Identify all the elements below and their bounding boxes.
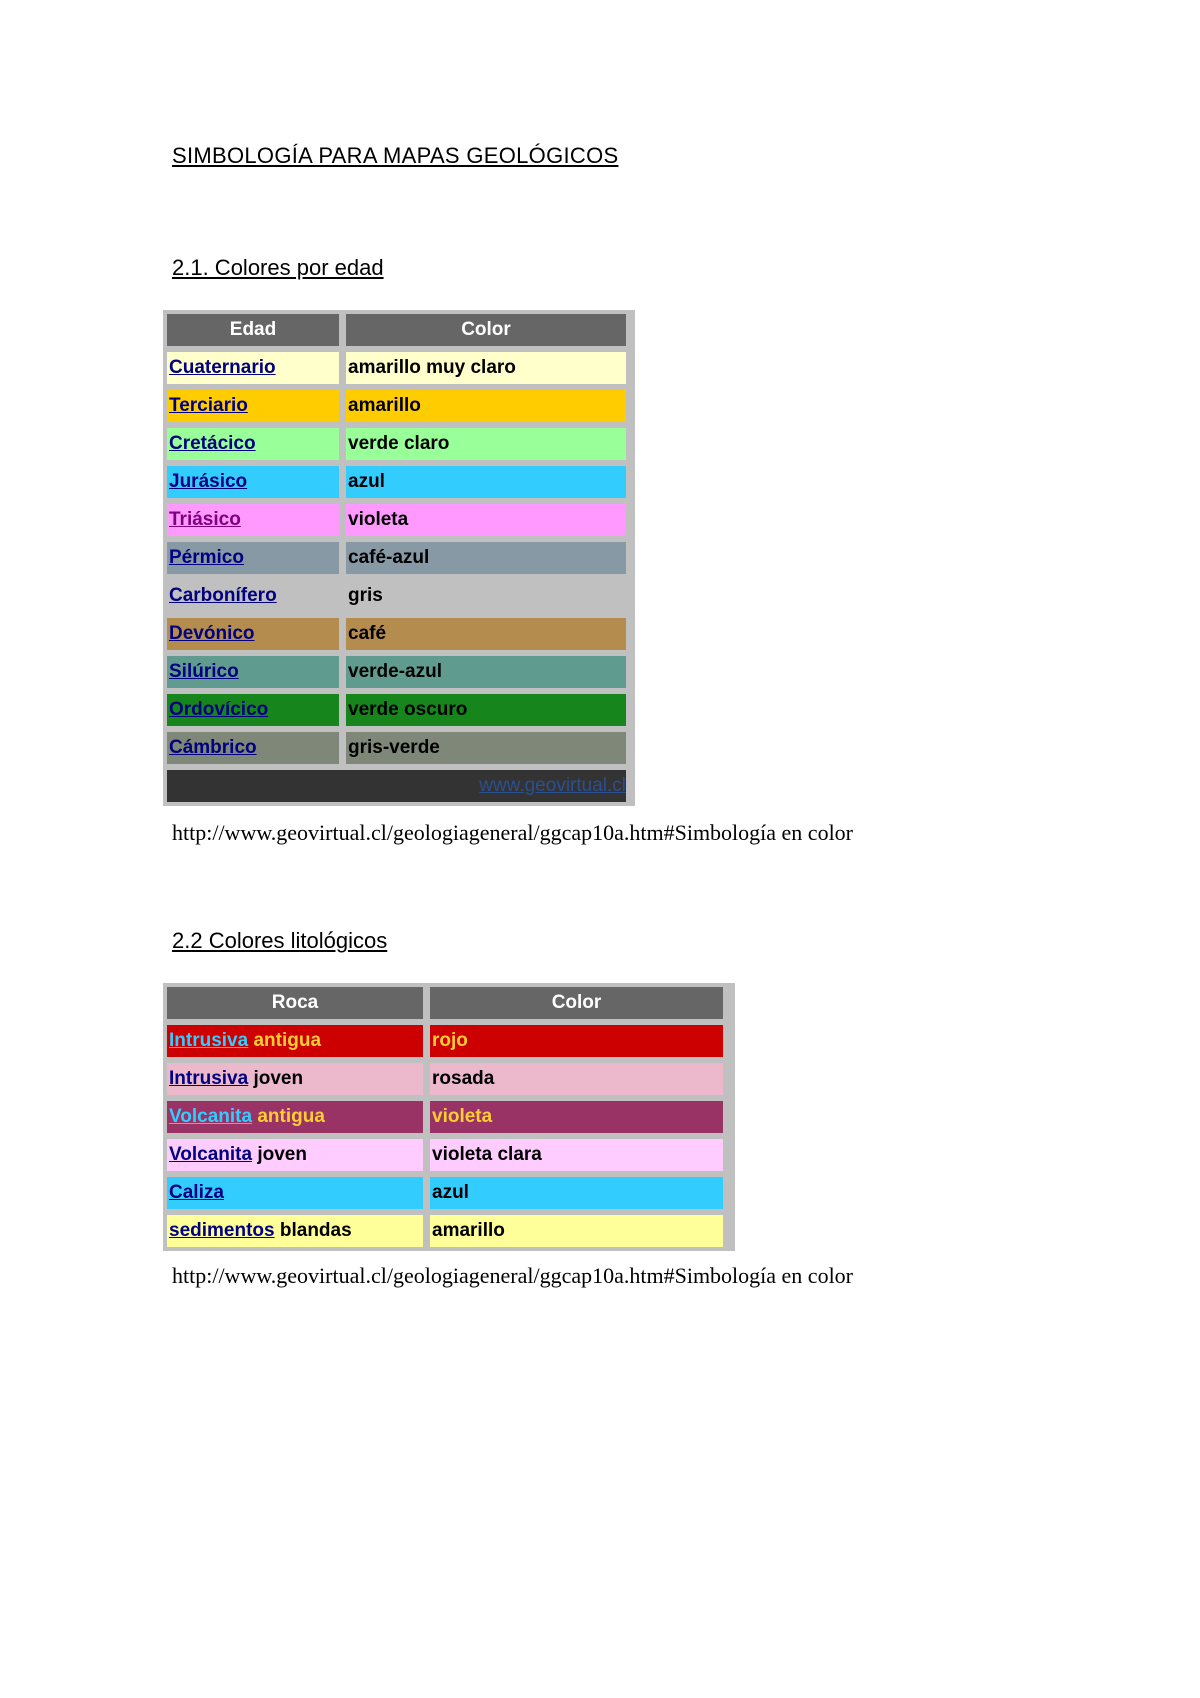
age-cell xyxy=(167,428,339,460)
rock-cell xyxy=(167,1025,423,1057)
source-url: http://www.geovirtual.cl/geologiageneral/ggcap10a.htm#Simbología en color xyxy=(172,820,854,845)
age-color-table xyxy=(163,310,635,806)
rock-qualifier: blandas xyxy=(274,1220,352,1241)
age-color-grid xyxy=(167,314,631,802)
age-cell xyxy=(167,542,339,574)
age-cell xyxy=(167,352,339,384)
color-name-cell: verde-azul xyxy=(346,656,626,688)
rock-color-grid xyxy=(167,987,731,1247)
column-header-roca: Roca xyxy=(167,987,423,1019)
age-cell xyxy=(167,504,339,536)
rock-cell xyxy=(167,1063,423,1095)
color-name-cell: rojo xyxy=(430,1025,723,1057)
color-name-cell: azul xyxy=(430,1177,723,1209)
age-link[interactable]: Devónico xyxy=(169,623,255,644)
color-name-cell: amarillo xyxy=(346,390,626,422)
age-link[interactable]: Cámbrico xyxy=(169,737,257,758)
age-cell xyxy=(167,580,339,612)
page-title: SIMBOLOGÍA PARA MAPAS GEOLÓGICOS xyxy=(172,143,619,168)
age-cell xyxy=(167,694,339,726)
rock-link[interactable]: Volcanita xyxy=(169,1144,253,1165)
age-cell xyxy=(167,466,339,498)
age-link[interactable]: Triásico xyxy=(169,509,241,530)
color-name-cell: café xyxy=(346,618,626,650)
geovirtual-link[interactable]: www.geovirtual.cl xyxy=(479,775,626,796)
color-name-cell: gris xyxy=(346,580,626,612)
color-name-cell: café-azul xyxy=(346,542,626,574)
color-name-cell: amarillo xyxy=(430,1215,723,1247)
age-link[interactable]: Terciario xyxy=(169,395,248,416)
rock-cell xyxy=(167,1215,423,1247)
table-footer xyxy=(167,770,626,802)
age-cell xyxy=(167,656,339,688)
age-link[interactable]: Jurásico xyxy=(169,471,248,492)
rock-cell xyxy=(167,1139,423,1171)
column-header-edad: Edad xyxy=(167,314,339,346)
age-cell xyxy=(167,732,339,764)
source-url: http://www.geovirtual.cl/geologiageneral/ggcap10a.htm#Simbología en color xyxy=(172,1263,854,1288)
rock-qualifier: antigua xyxy=(252,1106,325,1127)
color-name-cell: verde oscuro xyxy=(346,694,626,726)
age-link[interactable]: Cuaternario xyxy=(169,357,276,378)
color-name-cell: amarillo muy claro xyxy=(346,352,626,384)
rock-link[interactable]: sedimentos xyxy=(169,1220,275,1241)
rock-qualifier: joven xyxy=(252,1144,307,1165)
age-cell xyxy=(167,390,339,422)
rock-cell xyxy=(167,1177,423,1209)
age-link[interactable]: Cretácico xyxy=(169,433,256,454)
color-name-cell: violeta clara xyxy=(430,1139,723,1171)
rock-cell xyxy=(167,1101,423,1133)
age-link[interactable]: Pérmico xyxy=(169,547,244,568)
age-link[interactable]: Silúrico xyxy=(169,661,239,682)
age-link[interactable]: Ordovícico xyxy=(169,699,269,720)
color-name-cell: rosada xyxy=(430,1063,723,1095)
section-heading-colores-por-edad: 2.1. Colores por edad xyxy=(172,255,384,280)
rock-color-table xyxy=(163,983,735,1251)
rock-qualifier: joven xyxy=(248,1068,304,1089)
rock-link[interactable]: Intrusiva xyxy=(169,1068,249,1089)
color-name-cell: verde claro xyxy=(346,428,626,460)
column-header-color: Color xyxy=(346,314,626,346)
rock-link[interactable]: Caliza xyxy=(169,1182,224,1203)
column-header-color: Color xyxy=(430,987,723,1019)
color-name-cell: azul xyxy=(346,466,626,498)
section-heading-colores-litologicos: 2.2 Colores litológicos xyxy=(172,928,388,953)
color-name-cell: gris-verde xyxy=(346,732,626,764)
age-cell xyxy=(167,618,339,650)
age-link[interactable]: Carbonífero xyxy=(169,585,277,606)
rock-qualifier: antigua xyxy=(248,1030,322,1051)
color-name-cell: violeta xyxy=(430,1101,723,1133)
rock-link[interactable]: Volcanita xyxy=(169,1106,253,1127)
rock-link[interactable]: Intrusiva xyxy=(169,1030,249,1051)
color-name-cell: violeta xyxy=(346,504,626,536)
